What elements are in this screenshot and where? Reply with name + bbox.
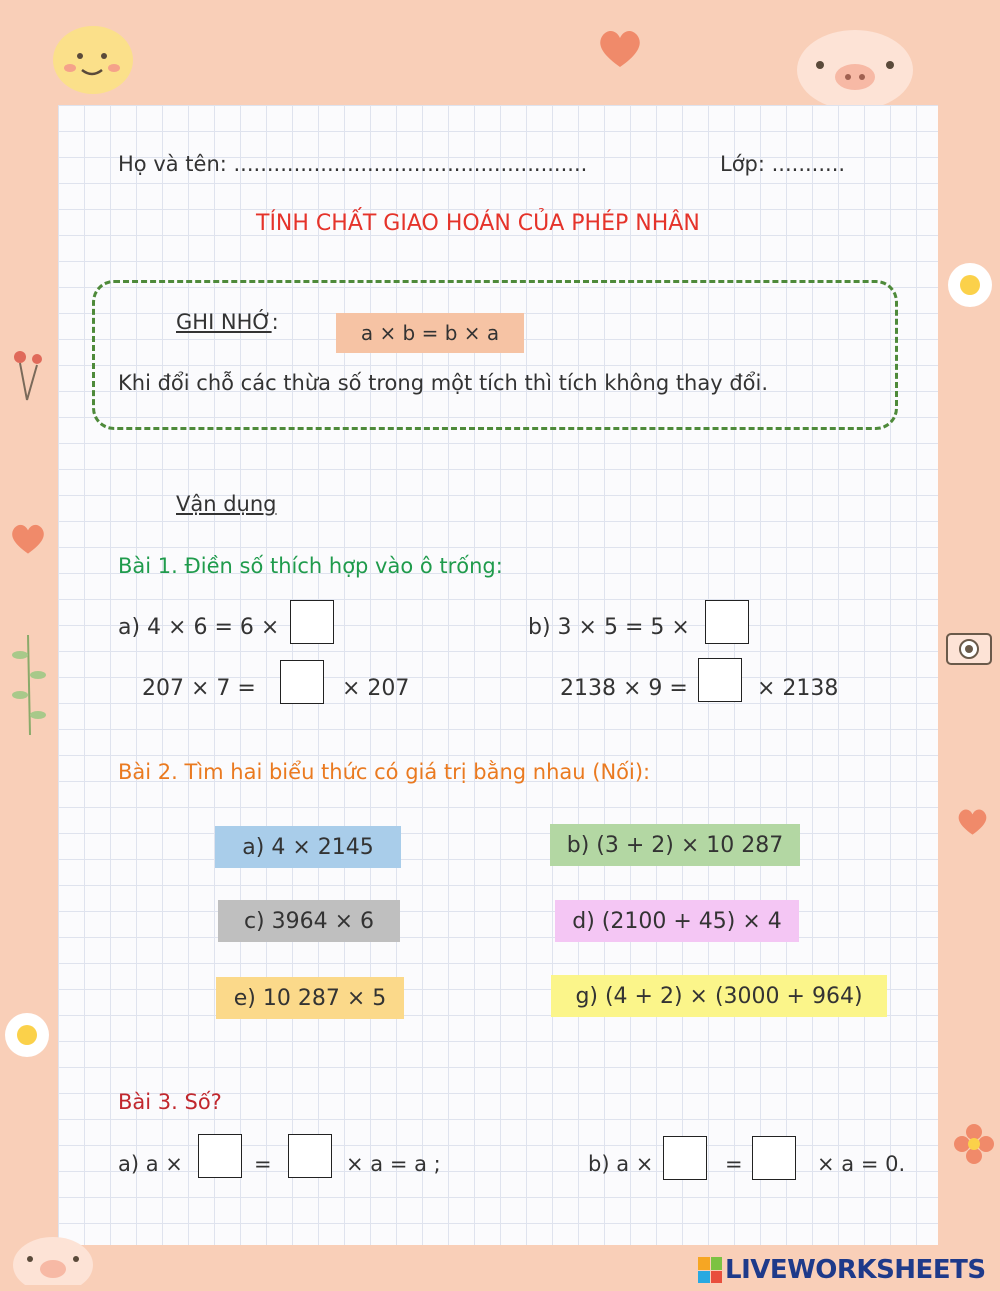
bai1-b-line1: b) 3 × 5 = 5 × [528, 615, 690, 640]
remember-text: Khi đổi chỗ các thừa số trong một tích thì tích không thay đổi. [118, 371, 769, 395]
bai1-a-line1: a) 4 × 6 = 6 × [118, 615, 280, 640]
smiley-sun-icon [48, 18, 138, 98]
egg-icon [2, 1010, 52, 1060]
expression-c[interactable]: c) 3964 × 6 [218, 900, 400, 942]
leaf-branch-icon [8, 630, 48, 740]
bai3-a-equals: = [254, 1152, 272, 1176]
answer-box-1a1[interactable] [290, 600, 334, 644]
answer-box-3b2[interactable] [752, 1136, 796, 1180]
remember-heading [176, 310, 279, 334]
bai1-a-line2-left: 207 × 7 = [142, 676, 256, 701]
answer-box-3a2[interactable] [288, 1134, 332, 1178]
heart-icon [955, 805, 990, 837]
bai1-b-line2-left: 2138 × 9 = [560, 676, 688, 701]
heart-icon [8, 520, 48, 556]
egg-icon [945, 260, 995, 310]
remember-heading-colon: : [271, 310, 279, 334]
bai3-a-part1: a) a × [118, 1152, 183, 1176]
answer-box-1b1[interactable] [705, 600, 749, 644]
class-field-label: Lớp: ........... [720, 152, 846, 176]
page-title: TÍNH CHẤT GIAO HOÁN CỦA PHÉP NHÂN [256, 211, 700, 236]
answer-box-1a2[interactable] [280, 660, 324, 704]
apply-heading: Vận dụng [176, 492, 277, 516]
bai3-b-part1: b) a × [588, 1152, 654, 1176]
expression-a[interactable]: a) 4 × 2145 [215, 826, 401, 868]
remember-heading-text: GHI NHỚ [176, 310, 272, 334]
flower-icon [5, 345, 50, 405]
logo-text: LIVEWORKSHEETS [725, 1255, 986, 1285]
logo-badge-icon [698, 1257, 722, 1283]
flower-icon [950, 1120, 998, 1168]
expression-e[interactable]: e) 10 287 × 5 [216, 977, 404, 1019]
answer-box-1b2[interactable] [698, 658, 742, 702]
bai3-a-part2: × a = a ; [346, 1152, 441, 1176]
worksheet-paper [58, 105, 938, 1245]
answer-box-3a1[interactable] [198, 1134, 242, 1178]
bai1-a-line2-right: × 207 [342, 676, 410, 701]
heart-icon [595, 25, 645, 70]
expression-g[interactable]: g) (4 + 2) × (3000 + 964) [551, 975, 887, 1017]
pig-icon [790, 15, 920, 105]
pig-icon [8, 1225, 98, 1285]
bai1-heading: Bài 1. Điền số thích hợp vào ô trống: [118, 554, 503, 578]
bai2-heading: Bài 2. Tìm hai biểu thức có giá trị bằng nhau (Nối): [118, 760, 651, 784]
expression-d[interactable]: d) (2100 + 45) × 4 [555, 900, 799, 942]
commutative-formula: a × b = b × a [336, 313, 524, 353]
name-field-label: Họ và tên: ..................................................... [118, 152, 588, 176]
bai3-heading: Bài 3. Số? [118, 1090, 222, 1114]
bai3-b-part2: × a = 0. [817, 1152, 906, 1176]
expression-b[interactable]: b) (3 + 2) × 10 287 [550, 824, 800, 866]
bai3-b-equals: = [725, 1152, 743, 1176]
answer-box-3b1[interactable] [663, 1136, 707, 1180]
camera-icon [944, 626, 994, 668]
remember-box [92, 280, 898, 430]
liveworksheets-logo [698, 1254, 986, 1286]
bai1-b-line2-right: × 2138 [757, 676, 839, 701]
